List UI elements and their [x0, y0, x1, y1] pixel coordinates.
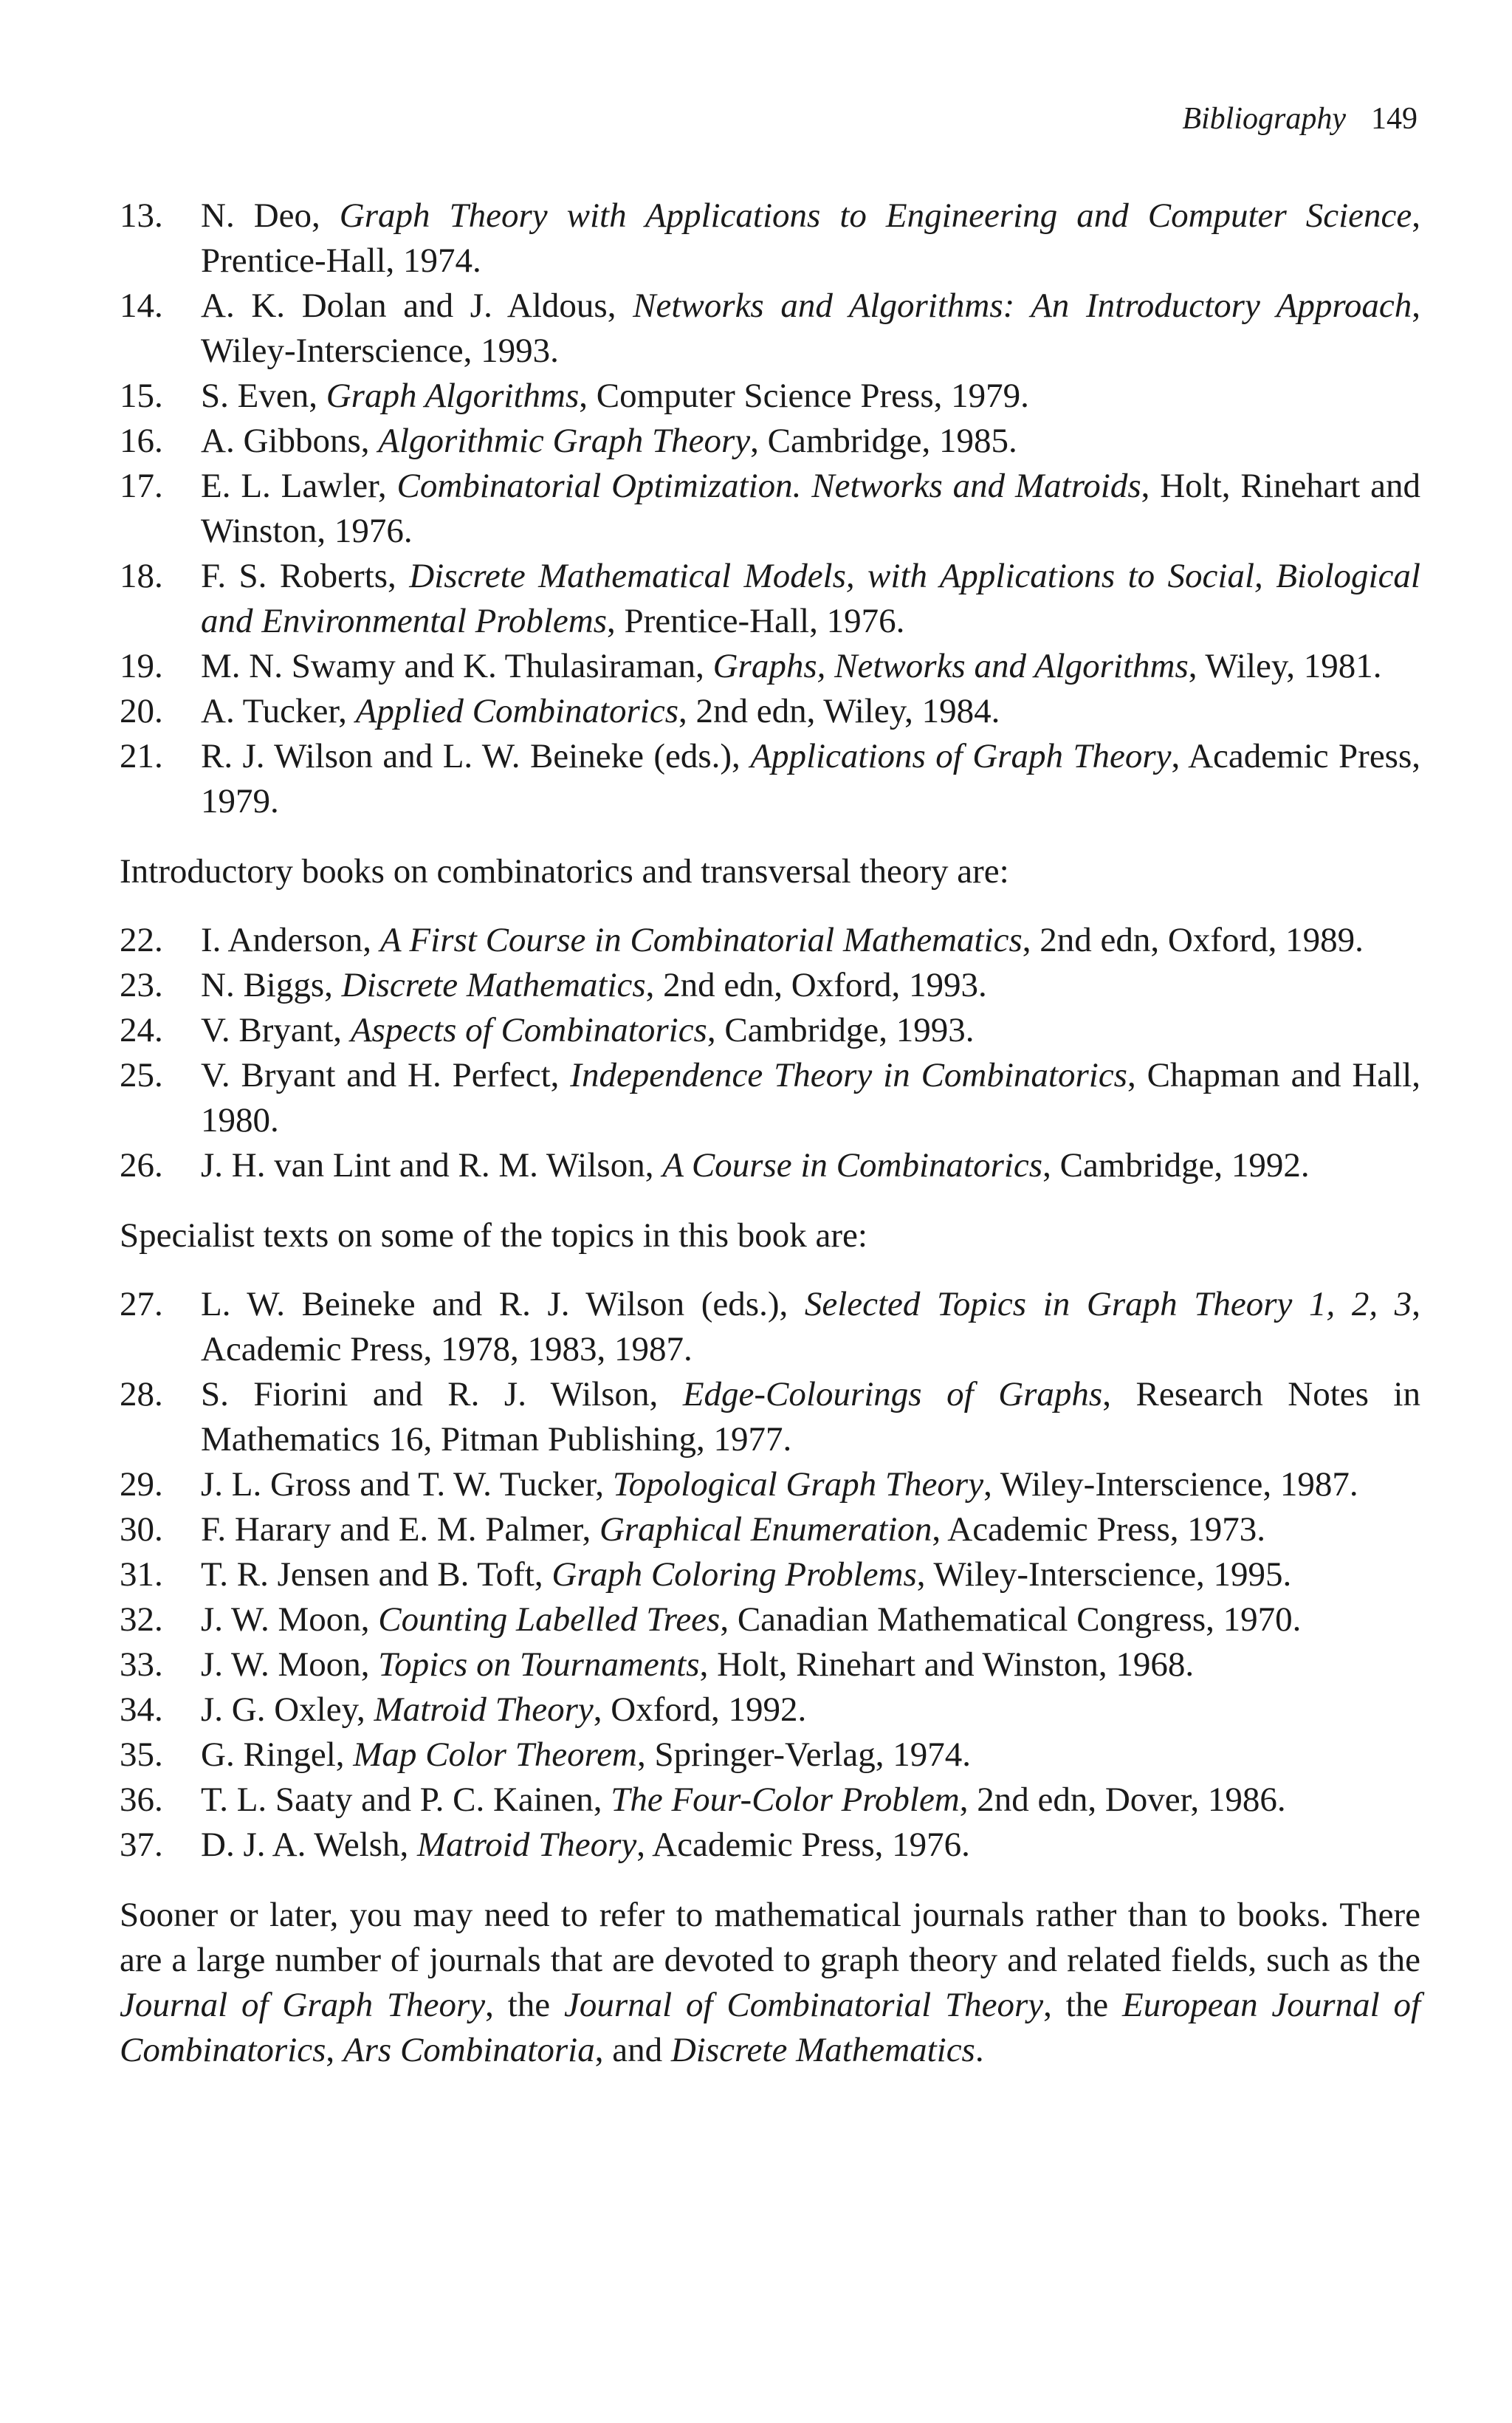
reference-number: 31.: [120, 1555, 163, 1594]
reference-item: [120, 1597, 1420, 1642]
reference-details: , Canadian Mathematical Congress, 1970.: [720, 1600, 1302, 1639]
reference-authors: F. Harary and E. M. Palmer,: [201, 1510, 599, 1549]
reference-number: 15.: [120, 377, 163, 415]
reference-authors: S. Even,: [201, 377, 326, 415]
reference-title: Topological Graph Theory: [612, 1465, 984, 1504]
reference-title: Graphs, Networks and Algorithms: [712, 647, 1189, 685]
reference-details: , Prentice-Hall, 1976.: [607, 602, 905, 640]
reference-item: [120, 1687, 1420, 1733]
reference-number: 18.: [120, 557, 163, 595]
reference-details: , Wiley, 1981.: [1188, 647, 1382, 685]
reference-authors: J. W. Moon,: [201, 1645, 379, 1684]
reference-title: Aspects of Combinatorics: [350, 1011, 707, 1049]
reference-details: , Springer-Verlag, 1974.: [636, 1735, 971, 1774]
reference-authors: A. Tucker,: [201, 692, 356, 730]
reference-list-c: [120, 1282, 1420, 1868]
reference-number: 21.: [120, 737, 163, 775]
reference-item: [120, 644, 1420, 689]
bibliography-body: [120, 193, 1420, 2108]
reference-number: 34.: [120, 1690, 163, 1729]
reference-details: , Chapman and Hall, 1980.: [201, 1056, 1421, 1139]
reference-authors: J. L. Gross and T. W. Tucker,: [201, 1465, 613, 1504]
reference-title: Discrete Mathematical Models, with Applications to Social, Biological and Environmental Problems: [201, 557, 1420, 640]
reference-item: [120, 1507, 1420, 1552]
reference-number: 20.: [120, 692, 163, 730]
reference-title: Edge-Colourings of Graphs: [682, 1375, 1103, 1413]
reference-number: 23.: [120, 966, 163, 1004]
reference-item: [120, 1733, 1420, 1778]
reference-details: , 2nd edn, Dover, 1986.: [959, 1781, 1286, 1819]
intro-combinatorics: Introductory books on combinatorics and transversal theory are:: [120, 852, 1009, 891]
reference-item: [120, 1823, 1420, 1868]
closing-text: .: [975, 2031, 984, 2069]
reference-number: 26.: [120, 1146, 163, 1185]
reference-details: , Academic Press, 1978, 1983, 1987.: [201, 1285, 1420, 1368]
reference-title: Map Color Theorem: [353, 1735, 637, 1774]
reference-title: Counting Labelled Trees: [378, 1600, 721, 1639]
reference-number: 17.: [120, 467, 163, 505]
reference-number: 19.: [120, 647, 163, 685]
reference-title: The Four-Color Problem: [611, 1781, 960, 1819]
reference-number: 16.: [120, 422, 163, 460]
journal-title: Journal of Graph Theory: [120, 1986, 486, 2024]
reference-details: , Wiley-Interscience, 1995.: [916, 1555, 1292, 1594]
reference-authors: V. Bryant,: [201, 1011, 351, 1049]
reference-title: Matroid Theory: [374, 1690, 594, 1729]
reference-details: , Wiley-Interscience, 1993.: [201, 287, 1421, 370]
reference-number: 36.: [120, 1781, 163, 1819]
reference-item: [120, 1008, 1420, 1053]
reference-title: Selected Topics in Graph Theory 1, 2, 3: [804, 1285, 1412, 1323]
reference-number: 22.: [120, 921, 163, 959]
reference-number: 27.: [120, 1285, 163, 1323]
reference-number: 29.: [120, 1465, 163, 1504]
reference-number: 14.: [120, 287, 163, 325]
reference-item: [120, 1462, 1420, 1507]
reference-authors: A. K. Dolan and J. Aldous,: [201, 287, 633, 325]
reference-details: , Cambridge, 1993.: [707, 1011, 975, 1049]
reference-authors: I. Anderson,: [201, 921, 380, 959]
reference-number: 37.: [120, 1826, 163, 1864]
reference-item: [120, 193, 1420, 284]
reference-title: Topics on Tournaments: [378, 1645, 700, 1684]
closing-text: ,: [326, 2031, 343, 2069]
reference-item: [120, 1552, 1420, 1597]
reference-number: 28.: [120, 1375, 163, 1413]
reference-details: , Oxford, 1992.: [593, 1690, 807, 1729]
reference-details: , 2nd edn, Wiley, 1984.: [678, 692, 1000, 730]
reference-title: Graph Theory with Applications to Engineering and Computer Science: [339, 196, 1412, 235]
reference-item: [120, 734, 1420, 824]
reference-item: [120, 689, 1420, 734]
reference-details: , Academic Press, 1979.: [201, 737, 1421, 820]
reference-title: Algorithmic Graph Theory: [378, 422, 751, 460]
reference-item: [120, 1372, 1420, 1462]
reference-title: Graph Algorithms: [326, 377, 580, 415]
reference-list-b: [120, 918, 1420, 1188]
reference-number: 13.: [120, 196, 163, 235]
journal-title: European Journal of Combinatorics: [120, 1986, 1421, 2069]
reference-details: , 2nd edn, Oxford, 1993.: [645, 966, 987, 1004]
reference-title: A First Course in Combinatorial Mathematics: [379, 921, 1023, 959]
reference-title: Independence Theory in Combinatorics: [570, 1056, 1127, 1094]
closing-text: , the: [1043, 1986, 1122, 2024]
reference-authors: J. G. Oxley,: [201, 1690, 374, 1729]
reference-item: [120, 1053, 1420, 1143]
reference-item: [120, 918, 1420, 963]
reference-authors: A. Gibbons,: [201, 422, 379, 460]
reference-authors: M. N. Swamy and K. Thulasiraman,: [201, 647, 713, 685]
reference-details: , Computer Science Press, 1979.: [579, 377, 1029, 415]
journal-title: Ars Combinatoria: [343, 2031, 595, 2069]
reference-title: Applications of Graph Theory: [750, 737, 1172, 775]
reference-title: Discrete Mathematics: [341, 966, 646, 1004]
reference-title: Matroid Theory: [417, 1826, 637, 1864]
reference-number: 25.: [120, 1056, 163, 1094]
intro-specialist: Specialist texts on some of the topics in this book are:: [120, 1216, 867, 1255]
closing-text: Sooner or later, you may need to refer to mathematical journals rather than to books. There are a large number of journals that are devoted to graph theory and related fields, such as the: [120, 1896, 1420, 1979]
reference-details: , Prentice-Hall, 1974.: [201, 196, 1420, 280]
reference-item: [120, 963, 1420, 1008]
journal-title: Discrete Mathematics: [670, 2031, 975, 2069]
reference-item: [120, 554, 1420, 644]
reference-details: , Academic Press, 1973.: [932, 1510, 1265, 1549]
reference-authors: F. S. Roberts,: [201, 557, 410, 595]
reference-item: [120, 1642, 1420, 1687]
reference-title: Graphical Enumeration: [599, 1510, 932, 1549]
reference-details: , Holt, Rinehart and Winston, 1976.: [201, 467, 1420, 550]
reference-details: , Cambridge, 1985.: [750, 422, 1017, 460]
closing-text: , and: [594, 2031, 671, 2069]
reference-item: [120, 374, 1420, 419]
reference-number: 24.: [120, 1011, 163, 1049]
reference-number: 30.: [120, 1510, 163, 1549]
reference-item: [120, 464, 1420, 554]
reference-number: 35.: [120, 1735, 163, 1774]
reference-details: , Holt, Rinehart and Winston, 1968.: [699, 1645, 1195, 1684]
reference-details: , Cambridge, 1992.: [1042, 1146, 1310, 1185]
reference-authors: N. Biggs,: [201, 966, 342, 1004]
closing-paragraph: [120, 1893, 1420, 2073]
reference-details: , Research Notes in Mathematics 16, Pitman Publishing, 1977.: [201, 1375, 1420, 1459]
reference-item: [120, 284, 1420, 374]
running-header: [1182, 103, 1418, 134]
reference-item: [120, 1778, 1420, 1823]
reference-authors: T. R. Jensen and B. Toft,: [201, 1555, 552, 1594]
reference-authors: E. L. Lawler,: [201, 467, 397, 505]
page-number: 149: [1371, 102, 1418, 136]
reference-title: Graph Coloring Problems: [551, 1555, 917, 1594]
running-title: Bibliography: [1182, 102, 1346, 136]
reference-authors: J. W. Moon,: [201, 1600, 379, 1639]
reference-authors: N. Deo,: [201, 196, 340, 235]
reference-authors: S. Fiorini and R. J. Wilson,: [201, 1375, 683, 1413]
reference-title: A Course in Combinatorics: [662, 1146, 1043, 1185]
reference-details: , 2nd edn, Oxford, 1989.: [1022, 921, 1364, 959]
reference-authors: T. L. Saaty and P. C. Kainen,: [201, 1781, 611, 1819]
reference-title: Networks and Algorithms: An Introductory Approach: [633, 287, 1412, 325]
reference-item: [120, 1143, 1420, 1188]
reference-authors: R. J. Wilson and L. W. Beineke (eds.),: [201, 737, 751, 775]
reference-authors: D. J. A. Welsh,: [201, 1826, 418, 1864]
reference-authors: G. Ringel,: [201, 1735, 354, 1774]
reference-authors: L. W. Beineke and R. J. Wilson (eds.),: [201, 1285, 805, 1323]
reference-item: [120, 419, 1420, 464]
reference-number: 33.: [120, 1645, 163, 1684]
closing-text: , the: [485, 1986, 564, 2024]
reference-item: [120, 1282, 1420, 1372]
reference-details: , Academic Press, 1976.: [636, 1826, 970, 1864]
reference-list-a: [120, 193, 1420, 824]
reference-number: 32.: [120, 1600, 163, 1639]
reference-authors: V. Bryant and H. Perfect,: [201, 1056, 571, 1094]
reference-authors: J. H. van Lint and R. M. Wilson,: [201, 1146, 663, 1185]
reference-details: , Wiley-Interscience, 1987.: [983, 1465, 1358, 1504]
reference-title: Combinatorial Optimization. Networks and Matroids: [396, 467, 1141, 505]
reference-title: Applied Combinatorics: [355, 692, 678, 730]
journal-title: Journal of Combinatorial Theory: [563, 1986, 1044, 2024]
